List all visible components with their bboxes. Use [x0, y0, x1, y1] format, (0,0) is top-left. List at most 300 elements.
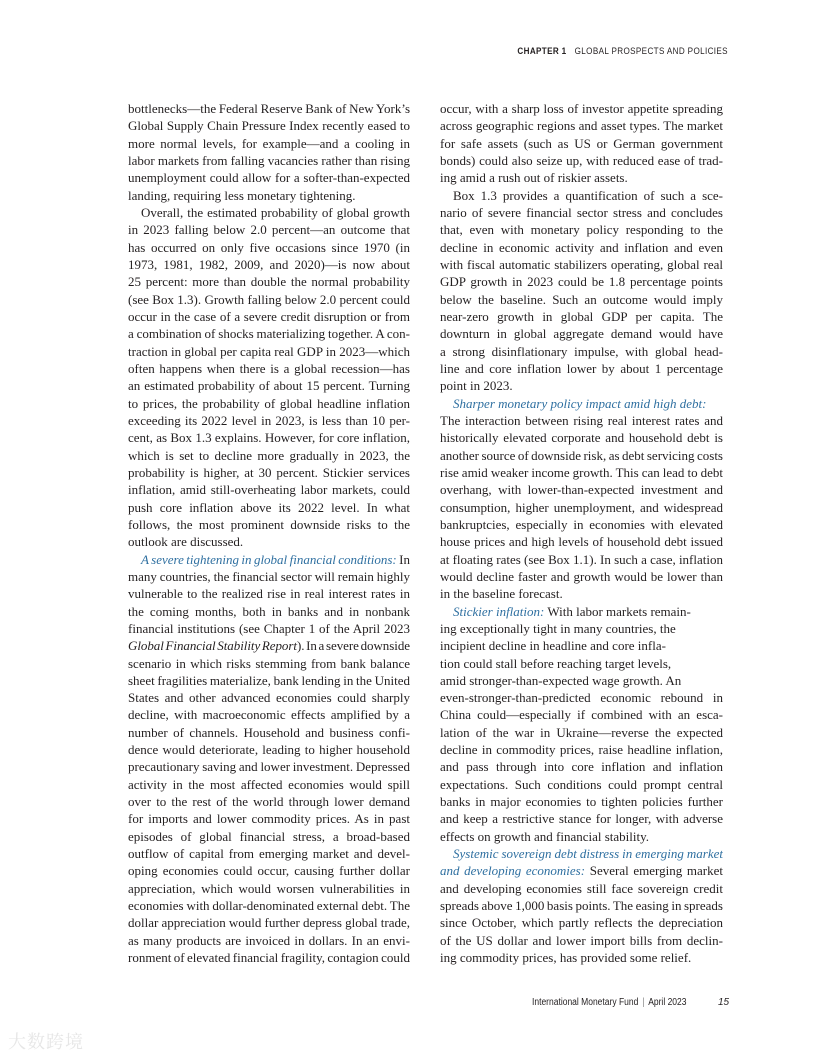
- text-line-content: [128, 135, 410, 152]
- text-line: [128, 585, 410, 602]
- line-text: labor markets from falling vacancies rather than rising: [128, 152, 410, 168]
- text-line: [440, 481, 723, 498]
- text-line: [440, 828, 723, 845]
- text-line: [128, 741, 410, 758]
- line-text: dollar appreciation would further depress global trade,: [128, 915, 410, 931]
- text-line-content: [440, 377, 513, 394]
- footer-organization: International Monetary Fund: [532, 997, 639, 1008]
- italic-title: Global Financial Stability Report: [128, 638, 297, 654]
- text-line-content: [440, 464, 723, 481]
- text-line: [128, 793, 410, 810]
- line-text: exceeding its 2022 level in 2023, is less than 10 per-: [128, 412, 410, 428]
- text-line: [440, 273, 723, 290]
- text-line: [128, 100, 410, 117]
- line-text: 1973, 1981, 1982, 2009, and 2020)—is now about: [128, 256, 410, 272]
- line-text: effects on growth and financial stability.: [440, 828, 650, 844]
- text-line: [128, 603, 410, 620]
- page-number: 15: [718, 997, 730, 1008]
- text-line-content: [128, 447, 410, 464]
- text-line: [440, 395, 723, 412]
- text-line-content: [128, 828, 410, 845]
- text-line: [440, 776, 723, 793]
- text-line: [128, 516, 410, 533]
- text-line-content: [128, 412, 410, 429]
- text-line-content: [440, 932, 723, 949]
- line-text: for safe assets (such as US or German government: [440, 135, 723, 151]
- section-run-in-heading: and developing economies:: [440, 863, 586, 879]
- line-text: house prices and high levels of household debt issued: [440, 534, 723, 550]
- text-line-content: [128, 914, 410, 931]
- line-text: landing, requiring less monetary tightening.: [128, 187, 356, 203]
- text-line: [128, 845, 410, 862]
- line-text: vulnerable to the realized rise in real interest rates in: [128, 586, 410, 602]
- line-text: in the baseline forecast.: [440, 586, 563, 602]
- text-line: [440, 724, 723, 741]
- text-line-content: [440, 152, 723, 169]
- text-line-content: [440, 672, 681, 689]
- text-line: [440, 880, 723, 897]
- text-line-content: [440, 568, 723, 585]
- text-line: [440, 117, 723, 134]
- text-line-content: [128, 932, 410, 949]
- line-text: ronment of elevated financial fragility, contagion could: [128, 950, 410, 966]
- text-line-content: [440, 810, 723, 827]
- text-line-content: [440, 117, 723, 134]
- text-line-content: [440, 620, 676, 637]
- text-line-content: [128, 880, 410, 897]
- text-line-content: [440, 360, 723, 377]
- text-line-content: [453, 395, 706, 412]
- line-text: occur in the case of a severe credit disruption or from: [128, 308, 410, 324]
- text-line: [440, 862, 723, 879]
- text-line: [128, 499, 410, 516]
- line-text: Global Supply Chain Pressure Index recently eased to: [128, 118, 410, 134]
- text-line-content: [128, 672, 410, 689]
- line-text: ing amid a rush out of riskier assets.: [440, 170, 628, 186]
- line-text: episodes of global financial stress, a broad-based: [128, 828, 410, 844]
- text-line-content: [128, 845, 410, 862]
- text-line-content: [440, 880, 723, 897]
- text-line: [440, 897, 723, 914]
- text-line: [128, 152, 410, 169]
- text-line-content: [440, 291, 723, 308]
- line-text: since October, which partly reflects the depreciation: [440, 915, 723, 931]
- text-line-content: [440, 949, 691, 966]
- line-text: that, even with monetary policy responding to the: [440, 222, 723, 238]
- line-text: tion could stall before reaching target levels,: [440, 655, 672, 671]
- section-run-in-heading: Sharper monetary policy impact amid high debt:: [453, 395, 707, 411]
- text-line: [440, 308, 723, 325]
- section-run-in-heading: A severe tightening in global financial conditions:: [141, 551, 397, 567]
- line-text: the coming months, both in banks and in nonbank: [128, 603, 410, 619]
- text-line: [440, 689, 723, 706]
- text-line-content: [440, 499, 723, 516]
- text-line-content: [440, 481, 723, 498]
- line-text: The interaction between rising real interest rates and: [440, 412, 723, 428]
- text-line: [128, 429, 410, 446]
- text-line: [128, 810, 410, 827]
- running-header: [517, 46, 728, 56]
- text-line: [440, 758, 723, 775]
- text-line: [128, 862, 410, 879]
- line-text: below the baseline. Such an outcome would imply: [440, 291, 723, 307]
- text-line: [440, 239, 723, 256]
- text-line: [128, 880, 410, 897]
- text-line-content: [128, 429, 410, 446]
- line-text: often happens when there is a global recession—has: [128, 360, 410, 376]
- text-line-content: [128, 689, 410, 706]
- line-text: a combination of shocks materializing together. A con-: [128, 326, 410, 342]
- line-text: decline, with macroeconomic effects amplified by a: [128, 707, 410, 723]
- text-line: [128, 689, 410, 706]
- line-text: downturn in global aggregate demand would have: [440, 326, 723, 342]
- line-text: 25 percent: more than double the normal probability: [128, 274, 410, 290]
- text-line-content: [128, 117, 410, 134]
- line-text: incipient decline in headline and core infla-: [440, 638, 666, 654]
- text-line: [128, 256, 410, 273]
- text-line: [128, 135, 410, 152]
- line-text: In: [396, 551, 410, 567]
- line-text: bankruptcies, especially in economies with elevated: [440, 516, 723, 532]
- text-line-content: [128, 655, 410, 672]
- text-line-content: [440, 655, 671, 672]
- line-text: bottlenecks—the Federal Reserve Bank of New York’s: [128, 101, 410, 116]
- line-text: probability is higher, at 30 percent. Stickier services: [128, 464, 410, 480]
- text-line: [128, 481, 410, 498]
- text-line-content: [453, 603, 691, 620]
- line-text: another source of downside risk, as debt servicing costs: [440, 447, 723, 463]
- line-text: nario of severe financial sector stress and concludes: [440, 204, 723, 220]
- line-text: unemployment could allow for a softer-than-expected: [128, 170, 410, 186]
- text-line: [440, 810, 723, 827]
- text-line: [128, 620, 410, 637]
- text-line: [128, 897, 410, 914]
- text-line: [128, 343, 410, 360]
- text-line: [440, 620, 723, 637]
- text-line-content: [128, 637, 410, 654]
- line-text: more normal levels, for example—and a cooling in: [128, 135, 410, 151]
- line-text: scenario in which risks stemming from bank balance: [128, 655, 410, 671]
- watermark-logo: 大数跨境: [8, 1032, 84, 1053]
- text-line-content: [440, 741, 723, 758]
- line-text: China could—especially if combined with an esca-: [440, 707, 723, 723]
- line-text: decline in economic activity and inflation and even: [440, 239, 723, 255]
- text-line-content: [128, 239, 410, 256]
- text-line-content: [453, 845, 723, 862]
- line-text: occur, with a sharp loss of investor appetite spreading: [440, 101, 723, 116]
- text-line-content: [440, 516, 723, 533]
- line-text: and pass through into core inflation and inflation: [440, 759, 723, 775]
- text-line: [440, 603, 723, 620]
- text-line: [440, 949, 723, 966]
- line-text: inflation, amid still-overheating labor markets, could: [128, 482, 410, 498]
- text-line: [128, 464, 410, 481]
- text-line: [440, 568, 723, 585]
- line-text: decline in commodity prices, raise headline inflation,: [440, 742, 723, 758]
- text-line-content: [128, 793, 410, 810]
- text-line-content: [440, 221, 723, 238]
- text-line-content: [440, 429, 723, 446]
- text-line: [440, 447, 723, 464]
- text-line-content: [440, 412, 723, 429]
- text-line-content: [128, 724, 410, 741]
- text-line-content: [128, 325, 410, 342]
- line-text: as many products are invoiced in dollars. In an envi-: [128, 932, 410, 948]
- text-line: [440, 464, 723, 481]
- text-line-content: [141, 551, 410, 568]
- text-line: [440, 100, 723, 117]
- text-line: [128, 655, 410, 672]
- text-line: [440, 932, 723, 949]
- text-line-content: [128, 897, 410, 914]
- text-line-content: [453, 187, 723, 204]
- right-column: [440, 100, 723, 966]
- text-line-content: [128, 585, 410, 602]
- line-text: precautionary saving and lower investment. Depressed: [128, 759, 410, 775]
- line-text: Several emerging market: [585, 863, 723, 879]
- text-line: [440, 585, 723, 602]
- text-line-content: [128, 758, 410, 775]
- line-text: would decline faster and growth would be lower than: [440, 568, 723, 584]
- text-line-content: [128, 100, 410, 117]
- text-line-content: [128, 291, 410, 308]
- left-column: [128, 100, 410, 966]
- text-line-content: [440, 256, 723, 273]
- text-line-content: [440, 100, 723, 117]
- text-line-content: [440, 793, 723, 810]
- line-text: many countries, the financial sector will remain highly: [128, 568, 410, 584]
- line-text: point in 2023.: [440, 378, 513, 394]
- text-line: [440, 793, 723, 810]
- line-text: of the US dollar and lower import bills from declin-: [440, 932, 723, 948]
- text-line: [128, 221, 410, 238]
- text-line-content: [128, 862, 410, 879]
- text-line-content: [128, 481, 410, 498]
- text-line-content: [128, 706, 410, 723]
- text-line-content: [440, 828, 649, 845]
- text-line: [440, 741, 723, 758]
- text-line: [128, 914, 410, 931]
- text-line: [128, 117, 410, 134]
- text-line-content: [128, 516, 410, 533]
- text-line-content: [128, 949, 410, 966]
- text-line: [128, 204, 410, 221]
- footer-date: April 2023: [648, 997, 687, 1008]
- line-text: expectations. Such conditions could prompt central: [440, 776, 723, 792]
- text-line-content: [128, 499, 410, 516]
- text-line-content: [440, 724, 723, 741]
- line-text: GDP growth in 2023 could be 1.8 percentage points: [440, 274, 723, 290]
- line-text: lation of the war in Ukraine—reverse the expected: [440, 724, 723, 740]
- text-line: [128, 447, 410, 464]
- line-text: ing exceptionally tight in many countries, the: [440, 620, 676, 636]
- text-line: [128, 672, 410, 689]
- line-text: outlook are discussed.: [128, 534, 244, 550]
- chapter-label: CHAPTER 1: [517, 46, 567, 56]
- text-line: [440, 360, 723, 377]
- line-text: Box 1.3 provides a quantification of such a sce-: [453, 187, 723, 203]
- text-line: [128, 308, 410, 325]
- text-line: [440, 672, 723, 689]
- text-line-content: [128, 620, 410, 637]
- text-line-content: [440, 914, 723, 931]
- text-line-content: [128, 603, 410, 620]
- text-line: [128, 325, 410, 342]
- text-line: [440, 499, 723, 516]
- text-line: [440, 551, 723, 568]
- line-text: in 2023 falling below 2.0 percent—an outcome that: [128, 222, 410, 238]
- line-text: outflow of capital from emerging market and devel-: [128, 846, 410, 862]
- line-text: for imports and lower commodity prices. As in past: [128, 811, 410, 827]
- text-line-content: [440, 706, 723, 723]
- text-line-content: [440, 637, 666, 654]
- text-line: [128, 291, 410, 308]
- text-line-content: [128, 377, 410, 394]
- line-text: bonds) could also seize up, with reduced ease of trad-: [440, 152, 723, 168]
- line-text: activity in the most affected economies would spill: [128, 776, 410, 792]
- text-line: [440, 221, 723, 238]
- chapter-title: GLOBAL PROSPECTS AND POLICIES: [574, 46, 728, 56]
- text-line-content: [440, 776, 723, 793]
- text-line-content: [440, 204, 723, 221]
- line-text: overhang, with lower-than-expected investment and: [440, 482, 723, 498]
- text-line-content: [128, 395, 410, 412]
- text-line: [128, 412, 410, 429]
- text-line-content: [440, 169, 628, 186]
- text-line-content: [440, 273, 723, 290]
- text-line-content: [128, 568, 410, 585]
- text-line-content: [128, 343, 410, 360]
- text-line: [440, 169, 723, 186]
- line-text: line and core inflation lower by about 1 percentage: [440, 360, 723, 376]
- text-line: [128, 395, 410, 412]
- line-text: amid stronger-than-expected wage growth. An: [440, 672, 682, 688]
- line-text: with fiscal automatic stabilizers operating, global real: [440, 256, 723, 272]
- text-line: [440, 135, 723, 152]
- text-line: [440, 637, 723, 654]
- text-line-content: [141, 204, 410, 221]
- text-line: [128, 637, 410, 654]
- text-line: [128, 377, 410, 394]
- line-text: oping economies could occur, causing further dollar: [128, 863, 410, 879]
- line-text: ). In a severe downside: [296, 638, 410, 654]
- line-text: cent, as Box 1.3 explains. However, for core inflation,: [128, 430, 410, 446]
- text-line-content: [440, 862, 723, 879]
- text-line-content: [128, 810, 410, 827]
- line-text: historically elevated corporate and household debt is: [440, 430, 723, 446]
- line-text: Overall, the estimated probability of global growth: [141, 204, 410, 220]
- text-line: [440, 256, 723, 273]
- line-text: banks in major economies to tighten policies further: [440, 794, 723, 810]
- line-text: appreciation, which would worsen vulnerabilities in: [128, 880, 410, 896]
- text-line: [128, 360, 410, 377]
- line-text: traction in global per capita real GDP in 2023—which: [128, 343, 410, 359]
- line-text: and keep a restrictive stance for longer, with adverse: [440, 811, 723, 827]
- text-line: [440, 533, 723, 550]
- text-line-content: [128, 273, 410, 290]
- text-line: [440, 204, 723, 221]
- text-line-content: [128, 221, 410, 238]
- text-line-content: [128, 256, 410, 273]
- line-text: which is set to decline more gradually in 2023, the: [128, 447, 410, 463]
- text-line-content: [440, 758, 723, 775]
- footer-separator: |: [642, 997, 645, 1008]
- line-text: at floating rates (see Box 1.1). In such a case, inflation: [440, 551, 723, 567]
- text-line: [128, 169, 410, 186]
- text-line-content: [128, 533, 243, 550]
- text-line: [128, 551, 410, 568]
- text-line-content: [440, 585, 563, 602]
- text-line: [440, 845, 723, 862]
- line-text: (see Box 1.3). Growth falling below 2.0 percent could: [128, 291, 410, 307]
- text-line: [440, 187, 723, 204]
- text-line-content: [128, 169, 410, 186]
- text-line-content: [440, 689, 723, 706]
- text-line-content: [440, 343, 723, 360]
- section-run-in-heading: Systemic sovereign debt distress in emerging market: [453, 846, 723, 862]
- line-text: a strong disinflationary impulse, with global head-: [440, 343, 723, 359]
- text-line-content: [128, 308, 410, 325]
- text-line: [440, 655, 723, 672]
- text-line: [440, 429, 723, 446]
- line-text: to prices, the probability of global headline inflation: [128, 395, 410, 411]
- text-line-content: [128, 741, 410, 758]
- text-line: [128, 828, 410, 845]
- text-line: [128, 932, 410, 949]
- text-line-content: [440, 551, 723, 568]
- text-line: [128, 187, 410, 204]
- line-text: rise amid weaker income growth. This can lead to debt: [440, 464, 723, 480]
- text-line: [440, 152, 723, 169]
- text-line-content: [128, 187, 355, 204]
- text-line-content: [440, 533, 723, 550]
- text-line: [128, 273, 410, 290]
- line-text: sheet fragilities materialize, bank lending in the United: [128, 672, 410, 688]
- text-line-content: [440, 447, 723, 464]
- text-line: [128, 533, 410, 550]
- line-text: States and other advanced economies could sharply: [128, 690, 410, 706]
- line-text: has occurred on only five occasions since 1970 (in: [128, 239, 410, 255]
- text-line: [440, 412, 723, 429]
- page-footer: [532, 997, 686, 1008]
- line-text: near-zero growth in global GDP per capita. The: [440, 308, 723, 324]
- line-text: With labor markets remain-: [544, 603, 691, 619]
- line-text: economies with dollar-denominated external debt. The: [128, 898, 410, 914]
- line-text: spreads above 1,000 basis points. The easing in spreads: [440, 898, 723, 914]
- line-text: ing commodity prices, has provided some relief.: [440, 950, 692, 966]
- text-line: [128, 724, 410, 741]
- text-line-content: [128, 360, 410, 377]
- line-text: and developing economies still face sovereign credit: [440, 880, 723, 896]
- text-line-content: [128, 152, 410, 169]
- line-text: even-stronger-than-predicted economic rebound in: [440, 690, 723, 706]
- text-line: [440, 291, 723, 308]
- text-line-content: [440, 325, 723, 342]
- text-line: [128, 706, 410, 723]
- text-line: [440, 343, 723, 360]
- text-line-content: [440, 135, 723, 152]
- line-text: financial institutions (see Chapter 1 of the April 2023: [128, 620, 410, 636]
- text-line: [128, 568, 410, 585]
- line-text: consumption, higher unemployment, and widespread: [440, 499, 723, 515]
- text-line-content: [128, 776, 410, 793]
- text-line: [440, 706, 723, 723]
- line-text: number of channels. Household and business confi-: [128, 724, 410, 740]
- text-line: [128, 776, 410, 793]
- line-text: dence would deteriorate, leading to higher household: [128, 742, 410, 758]
- text-line-content: [440, 897, 723, 914]
- text-line: [440, 914, 723, 931]
